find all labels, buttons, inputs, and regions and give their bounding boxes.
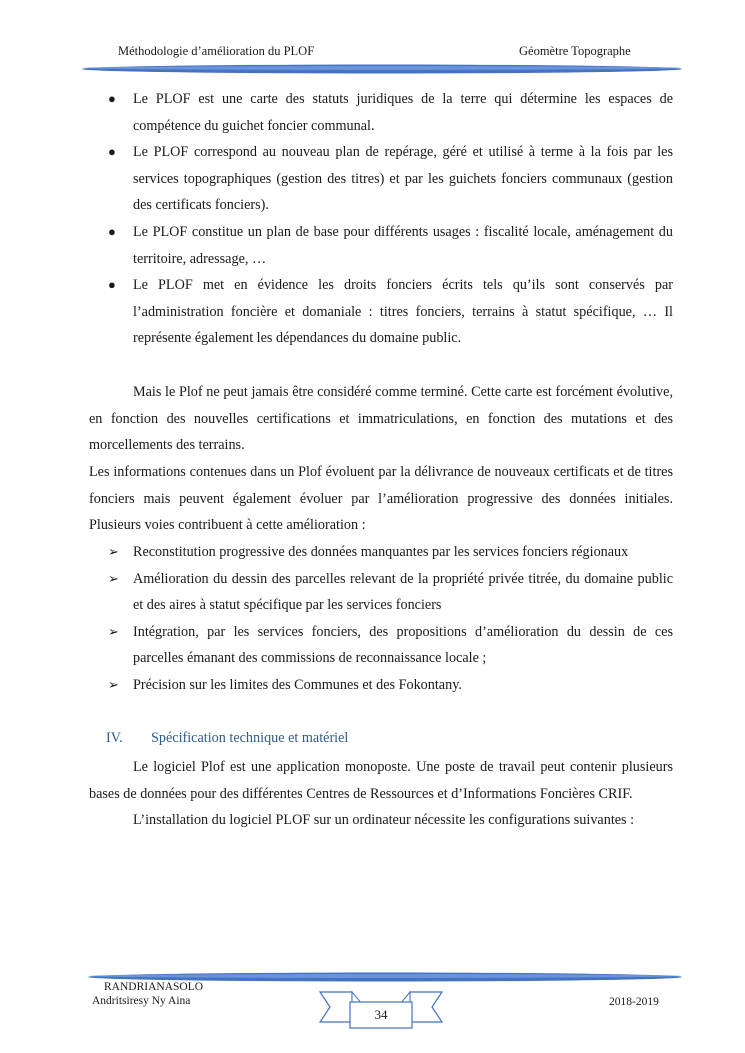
arrow-bullet-icon: ➢	[108, 570, 119, 586]
header-subtitle: Géomètre Topographe	[519, 44, 631, 58]
list-item-text: Le PLOF constitue un plan de base pour différents usages : fiscalité locale, aménagement du territoire, adressage, …	[133, 223, 673, 267]
list-item-text: Le PLOF met en évidence les droits fonciers écrits tels qu’ils sont conservés par l’administration foncière et domaniale : titres fonciers, terrains à statut spécifique, … Il représente également les dépendances du domaine public.	[133, 277, 673, 347]
footer-year: 2018-2019	[609, 996, 659, 1008]
paragraph	[89, 754, 673, 834]
list-item-text: Reconstitution progressive des données manquantes par les services fonciers régionaux	[133, 544, 629, 560]
footer-author-line1: RANDRIANASOLO	[104, 981, 204, 993]
paragraph-text: L’installation du logiciel PLOF sur un ordinateur nécessite les configurations suivantes :	[133, 812, 635, 829]
paragraph-text: Les informations contenues dans un Plof évoluent par la délivrance de nouveaux certificats et de titres fonciers mais peuvent également évoluer par l’amélioration progressive des données initiales. Plusieurs voies contribuent à cette amélioration :	[89, 464, 673, 534]
paragraph-text: Mais le Plof ne peut jamais être considéré comme terminé. Cette carte est forcément évolutive, en fonction des nouvelles certifications et immatriculations, en fonction des mutations et des morcellements des terrains.	[89, 384, 673, 454]
arrow-bullet-icon: ➢	[108, 623, 119, 639]
paragraph	[89, 459, 673, 539]
section-number: IV.	[106, 730, 123, 746]
list-item	[106, 539, 673, 566]
section-title: Spécification technique et matériel	[151, 730, 349, 746]
list-item-text: Intégration, par les services fonciers, des propositions d’amélioration du dessin de ces parcelles émanant des commissions de reconnaissance locale ;	[133, 623, 673, 667]
arrow-bullet-icon: ➢	[108, 544, 119, 559]
list-item	[106, 672, 673, 699]
list-item	[106, 86, 673, 139]
list-item-text: Amélioration du dessin des parcelles relevant de la propriété privée titrée, du domaine public et des aires à statut spécifique par les services fonciers	[133, 570, 673, 614]
list-item-text: Le PLOF correspond au nouveau plan de repérage, géré et utilisé à terme à la fois par les services topographiques (gestion des titres) et par les guichets fonciers communaux (gestion des certificats fonciers).	[133, 144, 673, 214]
arrow-list	[106, 539, 673, 699]
bullet-list	[106, 86, 673, 352]
list-item	[106, 219, 673, 272]
footer-author-line2: Andritsiresy Ny Aina	[92, 995, 191, 1007]
bullet-icon: ●	[108, 91, 116, 106]
page-number: 34	[374, 1007, 388, 1022]
list-item-text: Précision sur les limites des Communes et des Fokontany.	[133, 676, 462, 693]
list-item-text: Le PLOF est une carte des statuts juridiques de la terre qui détermine les espaces de compétence du guichet foncier communal.	[133, 91, 673, 134]
section-heading	[106, 730, 666, 747]
list-item	[106, 139, 673, 219]
list-item	[106, 566, 673, 619]
bullet-icon: ●	[108, 144, 116, 160]
bullet-icon: ●	[108, 277, 116, 293]
list-item	[106, 619, 673, 672]
arrow-bullet-icon: ➢	[108, 676, 119, 692]
paragraph	[89, 379, 673, 459]
list-item	[106, 272, 673, 352]
header-title: Méthodologie d’amélioration du PLOF	[118, 44, 315, 58]
header-rule	[82, 62, 682, 76]
paragraph-text: Le logiciel Plof est une application monoposte. Une poste de travail peut contenir plusieurs bases de données pour des différentes Centres de Ressources et d’Informations Foncières CRIF.	[89, 759, 673, 802]
bullet-icon: ●	[108, 223, 116, 239]
